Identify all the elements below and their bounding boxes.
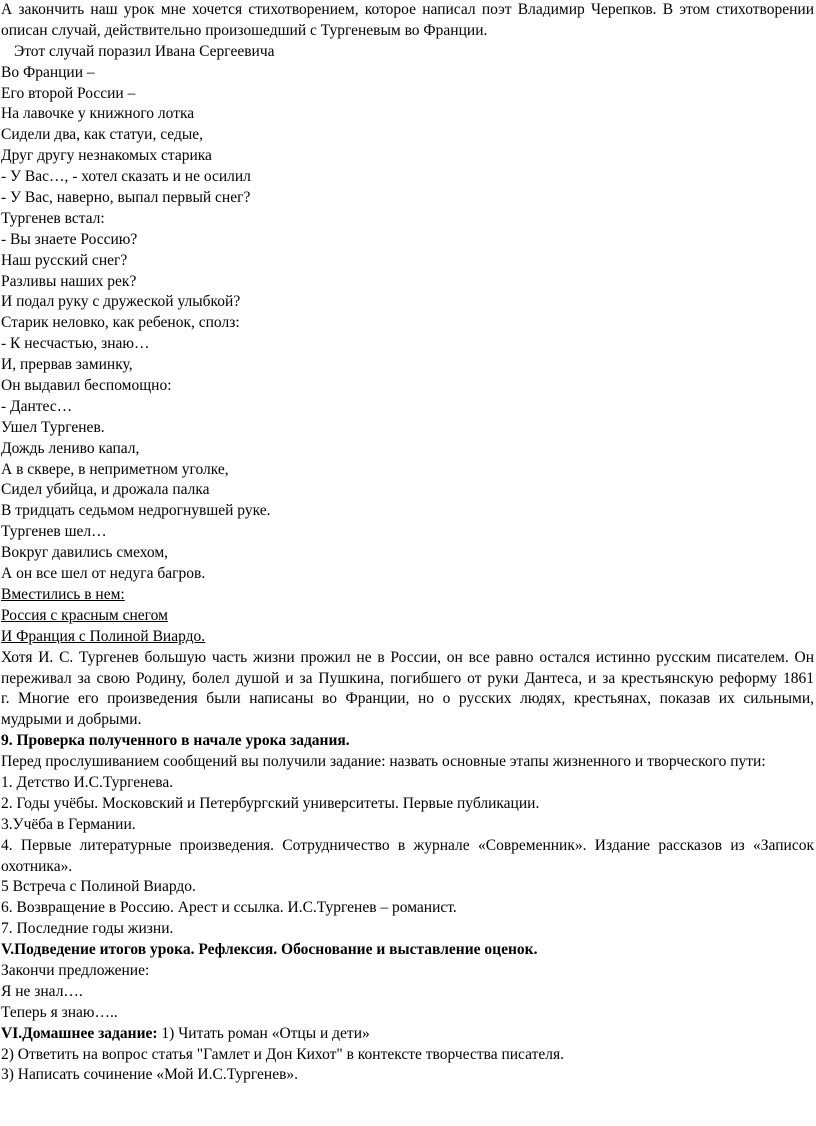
reflection-line: Теперь я знаю….. xyxy=(1,1003,118,1021)
list-item: 1. Детство И.С.Тургенева. xyxy=(1,773,174,791)
poem-line: Во Франции – xyxy=(1,63,95,81)
list-item: 6. Возвращение в Россию. Арест и ссылка. И.С.Тургенев – романист. xyxy=(1,899,457,917)
homework-item: 2) Ответить на вопрос статья "Гамлет и Дон Кихот" в контексте творчества писателя. xyxy=(1,1045,564,1063)
poem-line: Сидели два, как статуи, седые, xyxy=(1,126,203,144)
list-item: 5 Встреча с Полиной Виардо. xyxy=(1,878,196,896)
reflection-line: Я не знал…. xyxy=(1,982,83,1000)
poem-line: А он все шел от недуга багров. xyxy=(1,565,206,583)
intro-line: А закончить наш урок мне хочется стихотворением, которое написал поэт Владимир Черепков. В этом стихотворении xyxy=(1,1,814,18)
list-item: охотника». xyxy=(1,857,73,875)
poem-line: И подал руку с дружеской улыбкой? xyxy=(1,293,241,311)
poem-line: Сидел убийца, и дрожала палка xyxy=(1,481,210,499)
poem-line: Его второй России – xyxy=(1,84,136,102)
poem-line: Тургенев встал: xyxy=(1,209,105,227)
underlined-text: Вместились в нем: xyxy=(1,585,125,603)
poem-line: Друг другу незнакомых старика xyxy=(1,147,212,165)
poem-line: И, прервав заминку, xyxy=(1,356,133,374)
reflection-line: Закончи предложение: xyxy=(1,961,150,979)
homework-item: 1) Читать роман «Отцы и дети» xyxy=(157,1024,370,1042)
section-6-heading: VI.Домашнее задание: xyxy=(1,1024,158,1042)
poem-line: Он выдавил беспомощно: xyxy=(1,377,172,395)
section-9-task: Перед прослушиванием сообщений вы получили задание: назвать основные этапы жизненного и творческого пути: xyxy=(1,753,766,771)
poem-line: Ушел Тургенев. xyxy=(1,418,105,436)
poem-underlined-line xyxy=(1,585,814,606)
paragraph-line: г. Многие его произведения были написаны во Франции, но о русских людях, крестьянах, показав их сильными, xyxy=(1,690,814,708)
poem-line: Старик неловко, как ребенок, сполз: xyxy=(1,314,240,332)
poem-line: - Дантес… xyxy=(1,397,73,415)
list-item: 2. Годы учёбы. Московский и Петербургский университеты. Первые публикации. xyxy=(1,794,540,812)
poem-line: - Вы знаете Россию? xyxy=(1,230,138,248)
paragraph-line: Хотя И. С. Тургенев большую часть жизни прожил не в России, он все равно остался истинно русским писателем. Он xyxy=(1,648,814,666)
poem-line: На лавочке у книжного лотка xyxy=(1,105,195,123)
homework-item: 3) Написать сочинение «Мой И.С.Тургенев». xyxy=(1,1066,299,1084)
paragraph-line: мудрыми и добрыми. xyxy=(1,711,142,729)
list-item: 7. Последние годы жизни. xyxy=(1,920,174,938)
paragraph-line: переживал за свою Родину, болел душой и за Пушкина, погибшего от руки Дантеса, и за крестьянскую реформу 1861 xyxy=(1,669,814,687)
poem-line: В тридцать седьмом недрогнувшей руке. xyxy=(1,502,271,520)
underlined-text: Россия с красным снегом xyxy=(1,606,168,624)
poem-line: Вокруг давились смехом, xyxy=(1,544,169,562)
poem-line: Этот случай поразил Ивана Сергеевича xyxy=(14,42,275,60)
poem-line: Разливы наших рек? xyxy=(1,272,137,290)
section-9-heading: 9. Проверка полученного в начале урока задания. xyxy=(1,732,350,750)
poem-underlined-line xyxy=(1,606,814,627)
poem-underlined-line xyxy=(1,627,814,648)
intro-line: описан случай, действительно произошедший с Тургеневым во Франции. xyxy=(1,21,488,39)
poem-line: - У Вас…, - хотел сказать и не осилил xyxy=(1,168,251,186)
poem-line: - К несчастью, знаю… xyxy=(1,335,150,353)
poem-line: А в сквере, в неприметном уголке, xyxy=(1,460,229,478)
poem-line: - У Вас, наверно, выпал первый снег? xyxy=(1,189,251,207)
list-item: 4. Первые литературные произведения. Сотрудничество в журнале «Современник». Издание рассказов из «Записок xyxy=(1,836,814,854)
poem-line: Дождь лениво капал, xyxy=(1,439,140,457)
section-5-heading: V.Подведение итогов урока. Рефлексия. Обоснование и выставление оценок. xyxy=(1,941,538,959)
homework-line xyxy=(1,1024,814,1045)
list-item: 3.Учёба в Германии. xyxy=(1,815,136,833)
poem-line: Наш русский снег? xyxy=(1,251,128,269)
poem-line: Тургенев шел… xyxy=(1,523,107,541)
underlined-text: И Франция с Полиной Виардо. xyxy=(1,627,206,645)
